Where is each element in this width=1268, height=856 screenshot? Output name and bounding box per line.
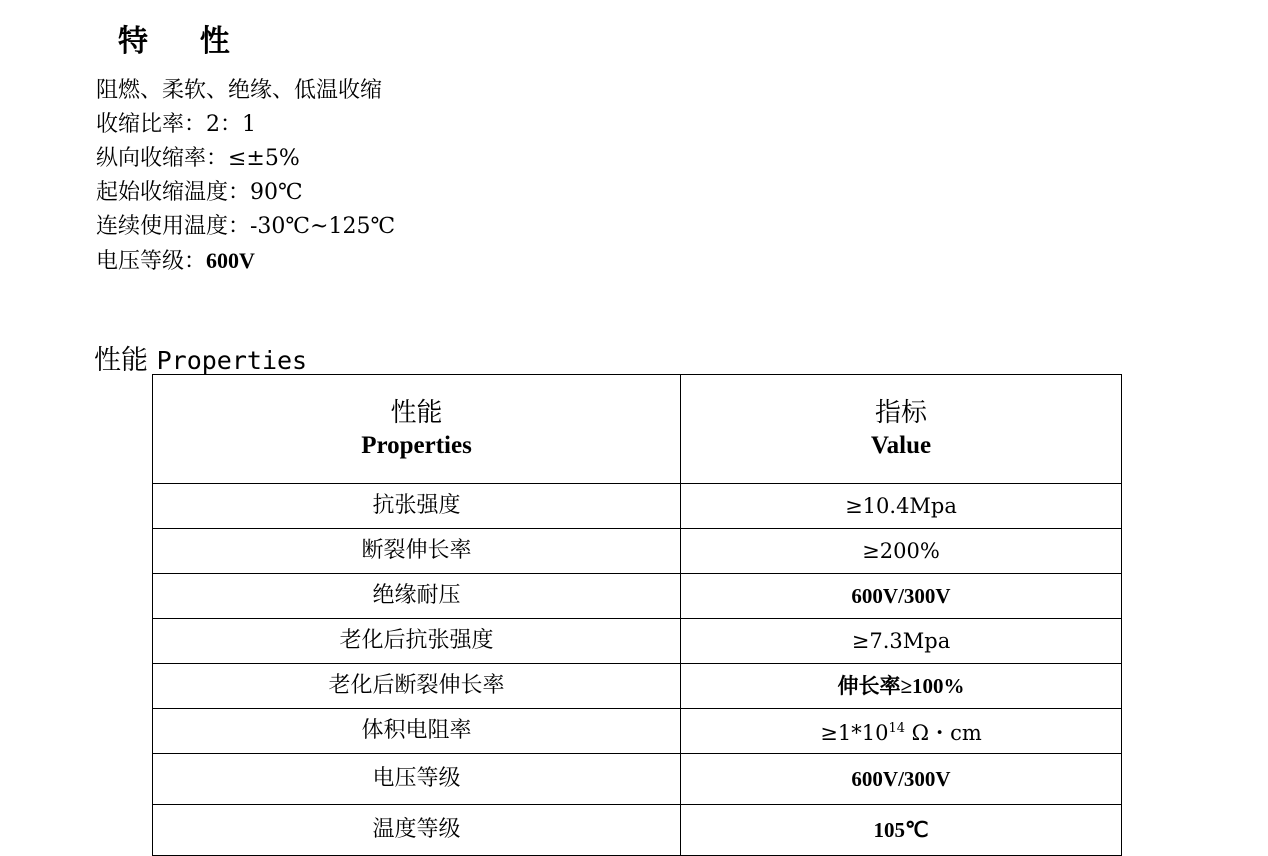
- feature-line-voltage: [96, 244, 796, 279]
- row-property: 体积电阻率: [153, 709, 681, 754]
- header-property-en: Properties: [361, 432, 472, 459]
- row-value: 600V/300V: [681, 574, 1122, 619]
- row-value: 600V/300V: [681, 754, 1122, 805]
- features-list: [96, 74, 796, 279]
- table-row: [153, 574, 1122, 619]
- row-property: 温度等级: [153, 805, 681, 856]
- voltage-label: 电压等级：: [96, 249, 207, 274]
- row-value-exponent: 14: [888, 721, 905, 736]
- table-row: [153, 529, 1122, 574]
- table-header-value: [681, 375, 1122, 484]
- voltage-value: 600V: [206, 248, 255, 273]
- table-row: [153, 664, 1122, 709]
- row-value: ≥10.4Mpa: [681, 484, 1122, 529]
- table-row: [153, 619, 1122, 664]
- header-property-cn: 性能: [390, 398, 443, 428]
- feature-line: 纵向收缩率：≤±5%: [96, 146, 300, 171]
- properties-title-en: Properties: [156, 346, 308, 375]
- row-property: 绝缘耐压: [153, 574, 681, 619]
- row-property: 电压等级: [153, 754, 681, 805]
- row-value: 105℃: [681, 805, 1122, 856]
- properties-section-title: [94, 338, 307, 377]
- row-value: 伸长率≥100%: [681, 664, 1122, 709]
- row-value: ≥7.3Mpa: [681, 619, 1122, 664]
- feature-line: 起始收缩温度：90℃: [96, 180, 303, 205]
- row-value: ≥200%: [681, 529, 1122, 574]
- row-property: 断裂伸长率: [153, 529, 681, 574]
- feature-line: 阻燃、柔软、绝缘、低温收缩: [96, 78, 383, 103]
- header-value-en: Value: [870, 432, 932, 459]
- table-row: [153, 484, 1122, 529]
- features-heading: 特 性: [118, 24, 232, 59]
- properties-title-cn: 性能: [94, 345, 148, 376]
- header-value-cn: 指标: [874, 398, 927, 428]
- table-header-property: [153, 375, 681, 484]
- row-property: 抗张强度: [153, 484, 681, 529]
- feature-line: 连续使用温度：-30℃~125℃: [96, 214, 396, 239]
- table-row: [153, 805, 1122, 856]
- properties-table: [152, 374, 1122, 856]
- row-property: 老化后抗张强度: [153, 619, 681, 664]
- table-header-row: [153, 375, 1122, 484]
- row-property: 老化后断裂伸长率: [153, 664, 681, 709]
- row-value-tail: Ω・cm: [904, 721, 982, 745]
- row-value: [681, 709, 1122, 754]
- table-row: [153, 709, 1122, 754]
- feature-line: 收缩比率：2：1: [96, 112, 256, 137]
- row-value-base: ≥1*10: [820, 721, 889, 745]
- table-row: [153, 754, 1122, 805]
